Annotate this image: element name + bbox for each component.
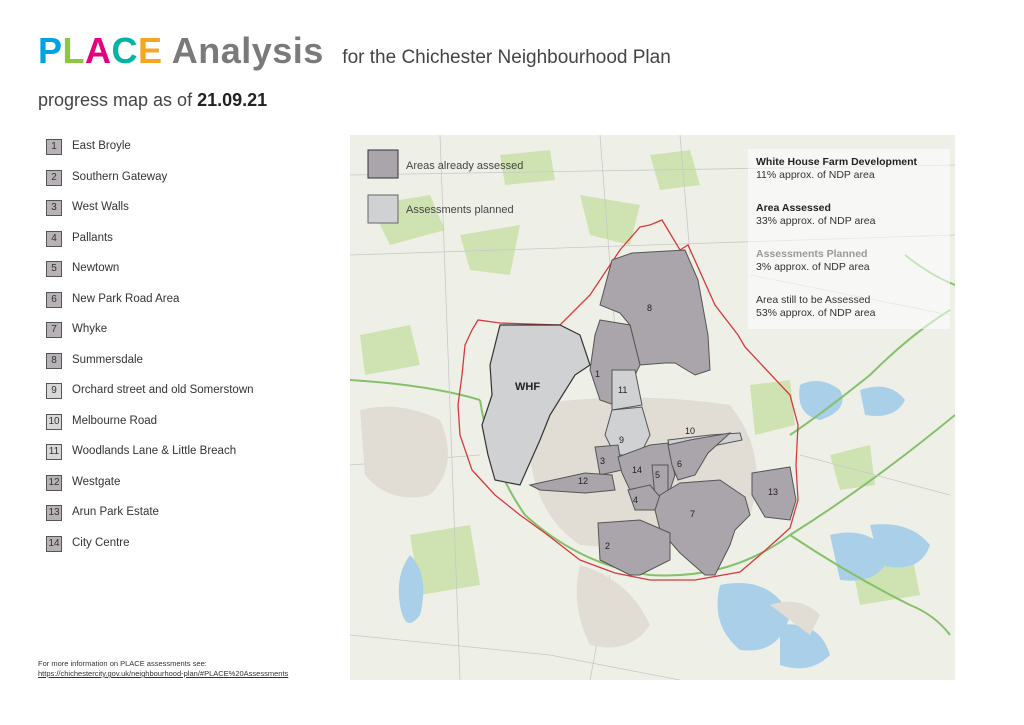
map-canvas bbox=[350, 135, 955, 680]
progress-map[interactable] bbox=[350, 135, 955, 680]
area-label: 12 bbox=[578, 476, 589, 486]
area-label: 13 bbox=[768, 487, 779, 497]
legend-label: City Centre bbox=[72, 536, 130, 549]
legend-number-badge: 9 bbox=[46, 383, 62, 399]
title-letter: A bbox=[85, 30, 112, 71]
legend-item bbox=[46, 537, 254, 568]
legend-label: Newtown bbox=[72, 262, 120, 274]
legend-item bbox=[46, 232, 254, 263]
title-letter: L bbox=[62, 30, 86, 71]
progress-prefix: progress map as of bbox=[38, 90, 193, 110]
legend-label: East Broyle bbox=[72, 140, 131, 152]
legend-number-badge: 3 bbox=[46, 200, 62, 216]
place-logo-letters bbox=[38, 30, 334, 71]
legend-item bbox=[46, 476, 254, 507]
legend-item bbox=[46, 506, 254, 537]
area-label: 4 bbox=[633, 495, 639, 505]
stat-title: Area Assessed bbox=[756, 202, 831, 214]
legend-number-badge: 4 bbox=[46, 231, 62, 247]
area-label: 8 bbox=[647, 303, 653, 313]
area-label: 7 bbox=[690, 509, 696, 519]
whf-label: WHF bbox=[515, 381, 541, 393]
legend-item bbox=[46, 293, 254, 324]
area-label: 6 bbox=[677, 459, 683, 469]
legend-item bbox=[46, 262, 254, 293]
legend-label: West Walls bbox=[72, 201, 129, 213]
title-word: Analysis bbox=[171, 30, 324, 71]
legend-label: Westgate bbox=[72, 475, 121, 488]
legend-number-badge: 14 bbox=[46, 536, 62, 552]
stat-title: Area still to be Assessed bbox=[756, 294, 871, 306]
title-letter: C bbox=[111, 30, 139, 71]
legend-number-badge: 13 bbox=[46, 505, 62, 521]
area-label: 5 bbox=[655, 470, 661, 480]
area-label: 14 bbox=[632, 465, 643, 475]
legend-label: Southern Gateway bbox=[72, 170, 168, 183]
legend-item bbox=[46, 201, 254, 232]
title-letter: E bbox=[138, 30, 163, 71]
legend-number-badge: 12 bbox=[46, 475, 62, 491]
area-label: 9 bbox=[619, 435, 625, 445]
legend-label: New Park Road Area bbox=[72, 292, 180, 305]
legend-label: Pallants bbox=[72, 231, 113, 244]
title-letter: P bbox=[38, 30, 63, 71]
stat-value: 53% approx. of NDP area bbox=[756, 307, 876, 319]
key-assessed-label: Areas already assessed bbox=[406, 160, 524, 172]
legend-item bbox=[46, 171, 254, 202]
area-legend bbox=[46, 140, 254, 567]
footer-link[interactable]: https://chichestercity.gov.uk/neighbourhood-plan/#PLACE%20Assessments bbox=[38, 669, 289, 678]
stat-value: 11% approx. of NDP area bbox=[756, 169, 875, 181]
legend-number-badge: 6 bbox=[46, 292, 62, 308]
legend-label: Summersdale bbox=[72, 353, 143, 366]
legend-label: Whyke bbox=[72, 323, 108, 335]
legend-label: Orchard street and old Somerstown bbox=[72, 384, 254, 396]
progress-line bbox=[38, 90, 267, 111]
legend-number-badge: 2 bbox=[46, 170, 62, 186]
progress-date: 21.09.21 bbox=[197, 90, 268, 110]
legend-number-badge: 10 bbox=[46, 414, 62, 430]
legend-number-badge: 5 bbox=[46, 261, 62, 277]
legend-item bbox=[46, 415, 254, 446]
footer-note bbox=[38, 659, 288, 679]
legend-item bbox=[46, 384, 254, 415]
key-planned-label: Assessments planned bbox=[406, 204, 514, 216]
page-title bbox=[38, 30, 671, 72]
legend-number-badge: 11 bbox=[46, 444, 62, 460]
legend-label: Melbourne Road bbox=[72, 414, 158, 427]
key-planned-swatch bbox=[368, 195, 398, 223]
stat-value: 33% approx. of NDP area bbox=[756, 215, 876, 227]
legend-number-badge: 1 bbox=[46, 139, 62, 155]
area-label: 11 bbox=[618, 385, 628, 395]
stat-title: Assessments Planned bbox=[756, 248, 868, 260]
legend-number-badge: 7 bbox=[46, 322, 62, 338]
key-assessed-swatch bbox=[368, 150, 398, 178]
area-label: 2 bbox=[605, 541, 611, 551]
legend-item bbox=[46, 140, 254, 171]
area-label: 10 bbox=[685, 426, 696, 436]
stat-value: 3% approx. of NDP area bbox=[756, 261, 870, 273]
legend-item bbox=[46, 445, 254, 476]
page-subtitle: for the Chichester Neighbourhood Plan bbox=[342, 47, 671, 68]
legend-number-badge: 8 bbox=[46, 353, 62, 369]
legend-item bbox=[46, 354, 254, 385]
footer-text: For more information on PLACE assessments see: bbox=[38, 659, 207, 668]
area-label: 3 bbox=[600, 456, 606, 466]
legend-item bbox=[46, 323, 254, 354]
stat-title: White House Farm Development bbox=[756, 156, 918, 168]
area-label: 1 bbox=[595, 369, 601, 379]
legend-label: Arun Park Estate bbox=[72, 506, 159, 518]
legend-label: Woodlands Lane & Little Breach bbox=[72, 445, 237, 457]
